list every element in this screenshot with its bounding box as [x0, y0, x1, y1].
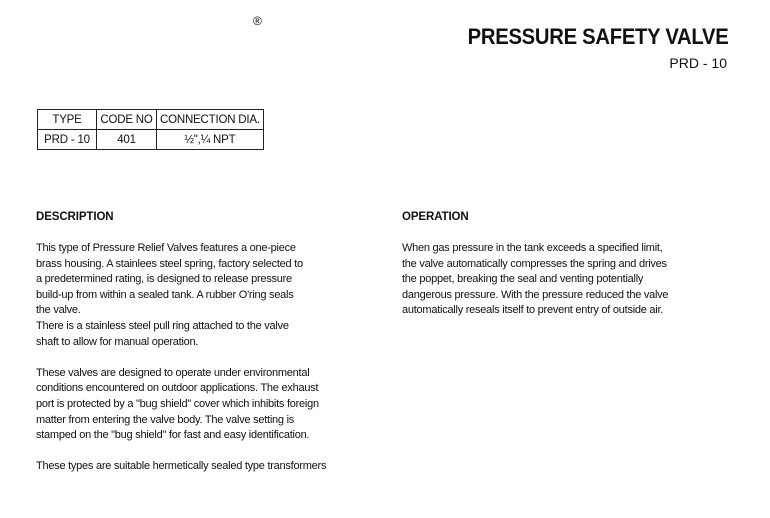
description-heading: DESCRIPTION — [36, 211, 114, 223]
text-line: dangerous pressure. With the pressure reduced the valve — [402, 288, 669, 301]
header-code-no: CODE NO — [97, 110, 157, 130]
text-line: shaft to allow for manual operation. — [36, 335, 199, 348]
cell-type: PRD - 10 — [38, 130, 97, 150]
table-row — [38, 130, 264, 150]
operation-heading: OPERATION — [402, 211, 469, 223]
spec-table-header-row — [38, 110, 264, 130]
description-paragraph-3 — [36, 459, 366, 475]
text-line: stamped on the "bug shield" for fast and easy identification. — [36, 429, 310, 442]
text-line: conditions encountered on outdoor applications. The exhaust — [36, 382, 319, 395]
cell-connection-dia: ½",¼ NPT — [157, 130, 264, 150]
text-line: These types are suitable hermetically sealed type transformers — [36, 460, 327, 473]
operation-paragraph-1 — [402, 241, 732, 319]
text-line: port is protected by a "bug shield" cover which inhibits foreign — [36, 397, 319, 410]
text-line: automatically reseals itself to prevent entry of outside air. — [402, 304, 664, 317]
text-line: a predetermined rating, is designed to release pressure — [36, 273, 292, 286]
header-connection-dia: CONNECTION DIA. — [157, 110, 264, 130]
cell-code-no: 401 — [97, 130, 157, 150]
registered-trademark-mark: ® — [253, 14, 262, 28]
text-line: build-up from within a sealed tank. A rubber O'ring seals — [36, 288, 294, 301]
text-line: This type of Pressure Relief Valves features a one-piece — [36, 242, 296, 254]
page-title: PRESSURE SAFETY VALVE — [467, 24, 728, 49]
text-line: the valve. — [36, 304, 81, 317]
description-paragraph-1 — [36, 241, 366, 350]
model-number: PRD - 10 — [669, 55, 727, 71]
header-type: TYPE — [38, 110, 97, 130]
description-paragraph-2 — [36, 366, 366, 444]
text-line: These valves are designed to operate under environmental — [36, 366, 310, 379]
text-line: When gas pressure in the tank exceeds a specified limit, — [402, 242, 663, 254]
text-line: matter from entering the valve body. The valve setting is — [36, 413, 295, 426]
text-line: There is a stainless steel pull ring attached to the valve — [36, 319, 289, 332]
spec-table — [37, 109, 264, 150]
operation-section — [402, 210, 732, 335]
description-section — [36, 210, 366, 491]
text-line: the valve automatically compresses the spring and drives — [402, 257, 667, 270]
text-line: the poppet, breaking the seal and venting potentially — [402, 273, 644, 286]
text-line: brass housing. A stainlees steel spring, factory selected to — [36, 257, 303, 270]
